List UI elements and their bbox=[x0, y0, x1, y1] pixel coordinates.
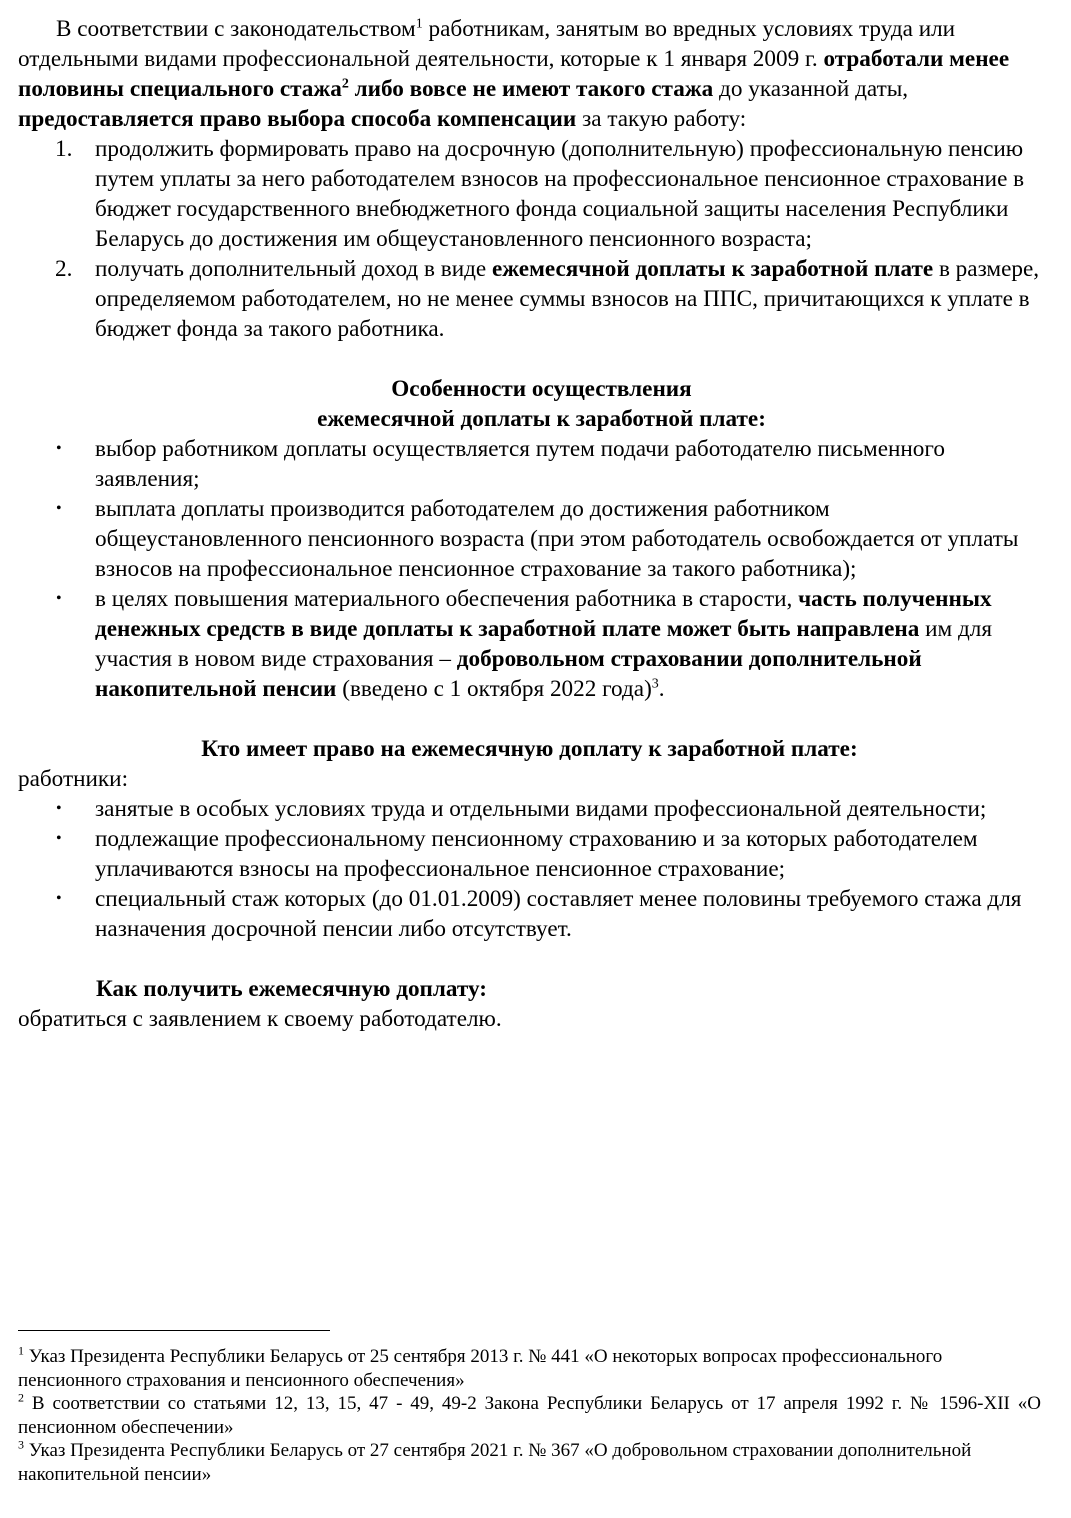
list-item-text: . bbox=[658, 676, 665, 702]
footnote-number: 1 bbox=[18, 1343, 24, 1358]
list-item-text: занятые в особых условиях труда и отдельными видами профессиональной деятельности; bbox=[95, 796, 987, 822]
list-item-text: продолжить формировать право на досрочную (дополнительную) профессиональную пенсию путем уплаты за него работодателем взносов на профессиональное пенсионное страхование в бюджет государственного внебюджетного фонда социальной защиты населения Республики Беларусь до достижения им общеустановленного пенсионного возраста; bbox=[95, 136, 1025, 252]
intro-bold-text: либо вовсе не имеют такого стажа bbox=[348, 76, 714, 102]
how-to-text: обратиться с заявлением к своему работодателю. bbox=[18, 1006, 502, 1032]
bullet-icon: • bbox=[56, 590, 62, 607]
bullet-icon: • bbox=[56, 800, 62, 817]
footnote-number: 2 bbox=[18, 1390, 24, 1405]
intro-text: за такую работу: bbox=[576, 106, 747, 132]
intro-paragraph bbox=[18, 14, 1041, 134]
list-item-text: в целях повышения материального обеспечения работника в старости, bbox=[95, 586, 799, 612]
list-item-text: им для участия в новом виде страхования – bbox=[95, 616, 993, 672]
list-number: 2. bbox=[55, 256, 73, 282]
intro-bold-text: отработали менее половины специального стажа bbox=[18, 46, 1010, 102]
list-item-text: выплата доплаты производится работодателем до достижения работником общеустановленного пенсионного возраста (при этом работодатель освобождается от уплаты взносов на профессиональное пенсионное страхование за такого работника); bbox=[95, 496, 1019, 582]
bullet-icon: • bbox=[56, 440, 62, 457]
list-item-text: получать дополнительный доход в виде bbox=[95, 256, 492, 282]
footnote-text: Указ Президента Республики Беларусь от 25 сентября 2013 г. № 441 «О некоторых вопросах профессионального пенсионного страхования и пенсионного обеспечения» bbox=[18, 1346, 943, 1391]
list-item bbox=[18, 254, 1041, 344]
section-heading-eligibility: Кто имеет право на ежемесячную доплату к заработной плате: bbox=[201, 736, 858, 762]
list-item bbox=[18, 494, 1041, 584]
list-item-bold-text: ежемесячной доплаты к заработной плате bbox=[492, 256, 934, 282]
intro-bold-text: предоставляется право выбора способа компенсации bbox=[18, 106, 577, 132]
intro-text: работникам, занятым во вредных условиях труда или отдельными видами профессиональной деятельности, которые к 1 января 2009 г. bbox=[18, 16, 956, 72]
footnote-2 bbox=[18, 1392, 1041, 1439]
footnote-ref-2[interactable]: 2 bbox=[341, 76, 349, 92]
options-list bbox=[18, 134, 1041, 344]
list-item bbox=[18, 584, 1041, 704]
list-item bbox=[18, 824, 1041, 884]
list-number: 1. bbox=[55, 136, 73, 162]
bullet-icon: • bbox=[56, 830, 62, 847]
footnote-ref-3[interactable]: 3 bbox=[651, 676, 659, 692]
intro-text: В соответствии с законодательством bbox=[56, 16, 416, 42]
footnote-number: 3 bbox=[18, 1437, 24, 1452]
list-item-bold-text: добровольном страховании дополнительной накопительной пенсии bbox=[95, 646, 922, 702]
section-heading-how-to: Как получить ежемесячную доплату: bbox=[96, 976, 488, 1002]
section-heading-features bbox=[18, 374, 1041, 434]
footnote-3 bbox=[18, 1439, 1041, 1486]
footnote-ref-1[interactable]: 1 bbox=[415, 16, 423, 32]
list-item-text: специальный стаж которых (до 01.01.2009) составляет менее половины требуемого стажа для назначения досрочной пенсии либо отсутствует. bbox=[95, 886, 1022, 942]
list-item bbox=[18, 884, 1041, 944]
list-item-text: (введено с 1 октября 2022 года) bbox=[336, 676, 652, 702]
eligibility-list bbox=[18, 794, 1041, 944]
footnote-text: Указ Президента Республики Беларусь от 27 сентября 2021 г. № 367 «О добровольном страховании дополнительной накопительной пенсии» bbox=[18, 1440, 972, 1485]
features-list bbox=[18, 434, 1041, 704]
footnote-divider bbox=[18, 1330, 330, 1331]
list-item bbox=[18, 434, 1041, 494]
list-item-text: подлежащие профессиональному пенсионному страхованию и за которых работодателем уплачиваются взносы на профессиональное пенсионное страхование; bbox=[95, 826, 978, 882]
eligibility-lead: работники: bbox=[18, 766, 129, 792]
intro-text: до указанной даты, bbox=[713, 76, 909, 102]
bullet-icon: • bbox=[56, 500, 62, 517]
heading-line: Особенности осуществления bbox=[391, 376, 692, 402]
bullet-icon: • bbox=[56, 890, 62, 907]
footnotes bbox=[18, 1330, 1041, 1486]
footnote-text: В соответствии со статьями 12, 13, 15, 47 - 49, 49-2 Закона Республики Беларусь от 17 апреля 1992 г. № 1596-XII «О пенсионном обеспечении» bbox=[18, 1393, 1041, 1438]
heading-line: ежемесячной доплаты к заработной плате: bbox=[317, 406, 766, 432]
list-item bbox=[18, 134, 1041, 254]
footnote-1 bbox=[18, 1345, 1041, 1392]
list-item-bold-text: часть полученных денежных средств в виде доплаты к заработной плате может быть направлена bbox=[95, 586, 992, 642]
list-item-text: в размере, определяемом работодателем, но не менее суммы взносов на ППС, причитающихся к уплате в бюджет фонда за такого работника. bbox=[95, 256, 1040, 342]
list-item bbox=[18, 794, 1041, 824]
list-item-text: выбор работником доплаты осуществляется путем подачи работодателю письменного заявления; bbox=[95, 436, 945, 492]
